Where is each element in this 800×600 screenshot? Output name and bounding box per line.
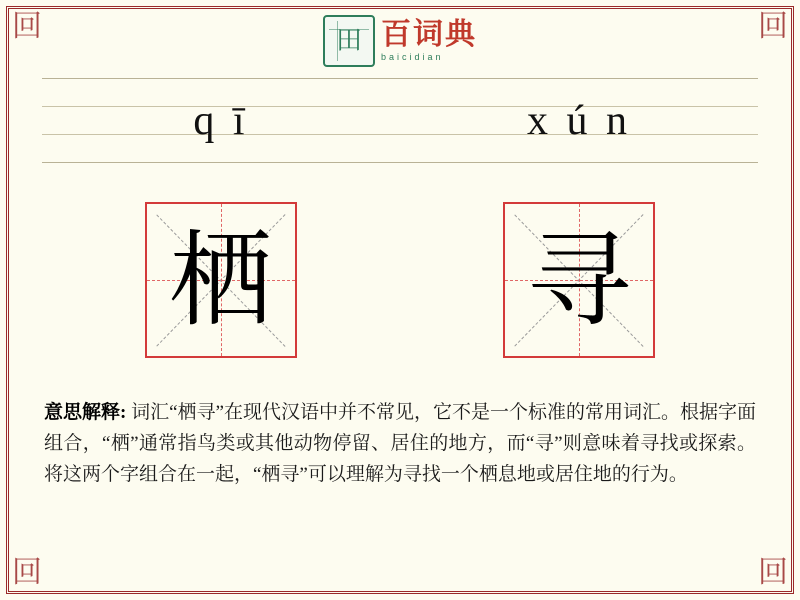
pinyin-syllable-2: x ú n bbox=[527, 98, 631, 144]
staff-line-4 bbox=[42, 162, 758, 163]
site-logo bbox=[0, 9, 800, 70]
pinyin-staff bbox=[42, 78, 758, 164]
character-cell-2 bbox=[400, 198, 758, 362]
logo-glyph: 田 bbox=[335, 26, 362, 56]
corner-ornament-top-right: 回 bbox=[758, 9, 788, 44]
hanzi-character-1: 栖 bbox=[168, 219, 273, 341]
corner-ornament-top-left: 回 bbox=[12, 9, 42, 44]
character-grid-row bbox=[42, 198, 758, 362]
hanzi-character-2: 寻 bbox=[526, 219, 631, 341]
corner-ornament-bottom-right: 回 bbox=[758, 555, 788, 590]
logo-wordmark bbox=[381, 17, 477, 62]
explanation-block bbox=[44, 398, 756, 490]
tianzige-grid-1 bbox=[145, 202, 297, 358]
pinyin-syllable-1: q ī bbox=[193, 98, 249, 144]
character-cell-1 bbox=[42, 198, 400, 362]
explanation-label: 意思解释: bbox=[44, 402, 127, 423]
corner-ornament-bottom-left: 回 bbox=[12, 555, 42, 590]
logo-name-cn: 百词典 bbox=[381, 17, 477, 52]
seal-square-icon bbox=[323, 15, 375, 67]
logo-name-en: baicidian bbox=[381, 52, 444, 62]
explanation-text: 词汇“栖寻”在现代汉语中并不常见，它不是一个标准的常用词汇。根据字面组合，“栖”通常指鸟类或其他动物停留、居住的地方，而“寻”则意味着寻找或探索。将这两个字组合在一起，“栖寻”可以理解为寻找一个栖息地或居住地的行为。 bbox=[44, 402, 757, 485]
tianzige-grid-2 bbox=[503, 202, 655, 358]
pinyin-row bbox=[42, 82, 758, 160]
staff-line-1 bbox=[42, 78, 758, 79]
